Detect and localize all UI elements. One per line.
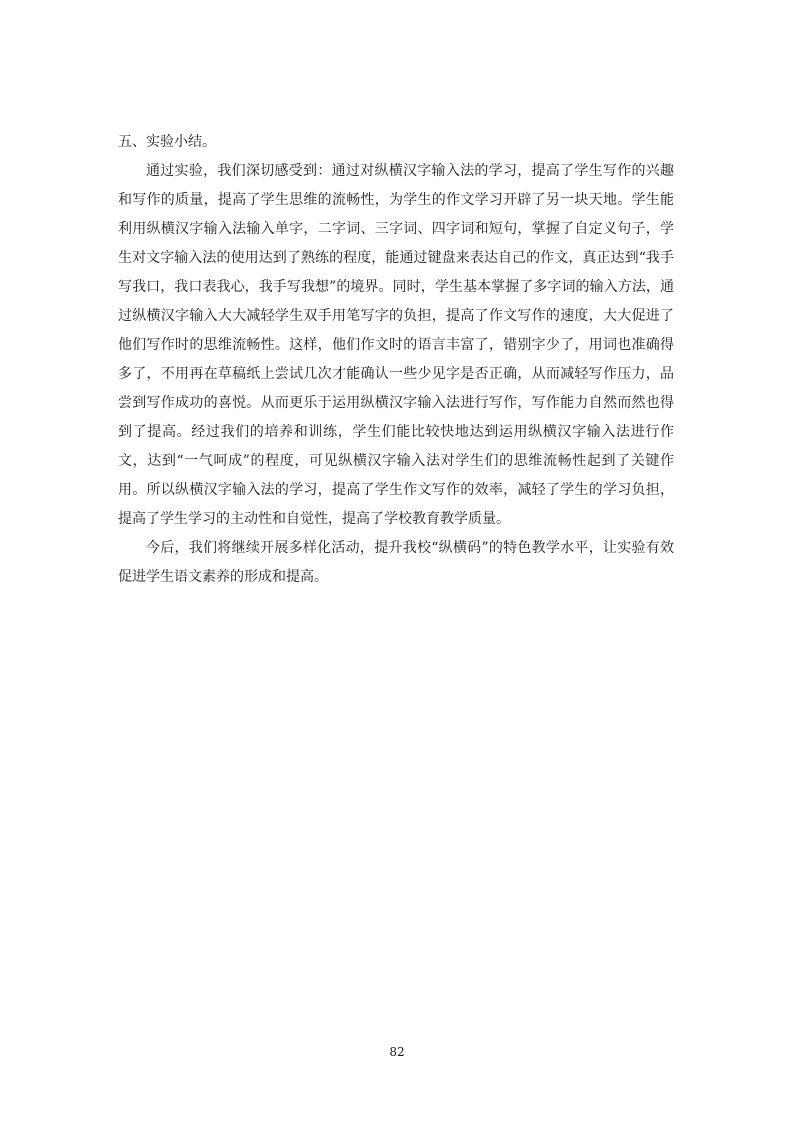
paragraph-outlook: 今后，我们将继续开展多样化活动，提升我校“纵横码”的特色教学水平，让实验有效促进学生语文素养的形成和提高。 [118,540,674,585]
section-content [118,128,674,592]
paragraph-summary: 通过实验，我们深切感受到：通过对纵横汉字输入法的学习，提高了学生写作的兴趣和写作的质量，提高了学生思维的流畅性，为学生的作文学习开辟了另一块天地。学生能利用纵横汉字输入法输入单字，二字词、三字词、四字词和短句，掌握了自定义句子，学生对文字输入法的使用达到了熟练的程度，能通过键盘来表达自己的作文，真正达到“我手写我口，我口表我心，我手写我想”的境界。同时，学生基本掌握了多字词的输入方法，通过纵横汉字输入大大减轻学生双手用笔写字的负担，提高了作文写作的速度，大大促进了他们写作时的思维流畅性。这样，他们作文时的语言丰富了，错别字少了，用词也准确得多了，不用再在草稿纸上尝试几次才能确认一些少见字是否正确，从而减轻写作压力，品尝到写作成功的喜悦。从而更乐于运用纵横汉字输入法进行写作，写作能力自然而然也得到了提高。经过我们的培养和训练，学生们能比较快地达到运用纵横汉字输入法进行作文，达到“一气呵成”的程度，可见纵横汉字输入法对学生们的思维流畅性起到了关键作用。所以纵横汉字输入法的学习，提高了学生作文写作的效率，减轻了学生的学习负担，提高了学生学习的主动性和自觉性，提高了学校教育教学质量。 [118,163,674,527]
page-number: 82 [389,1045,405,1059]
section-heading: 五、实验小结。 [118,134,216,150]
